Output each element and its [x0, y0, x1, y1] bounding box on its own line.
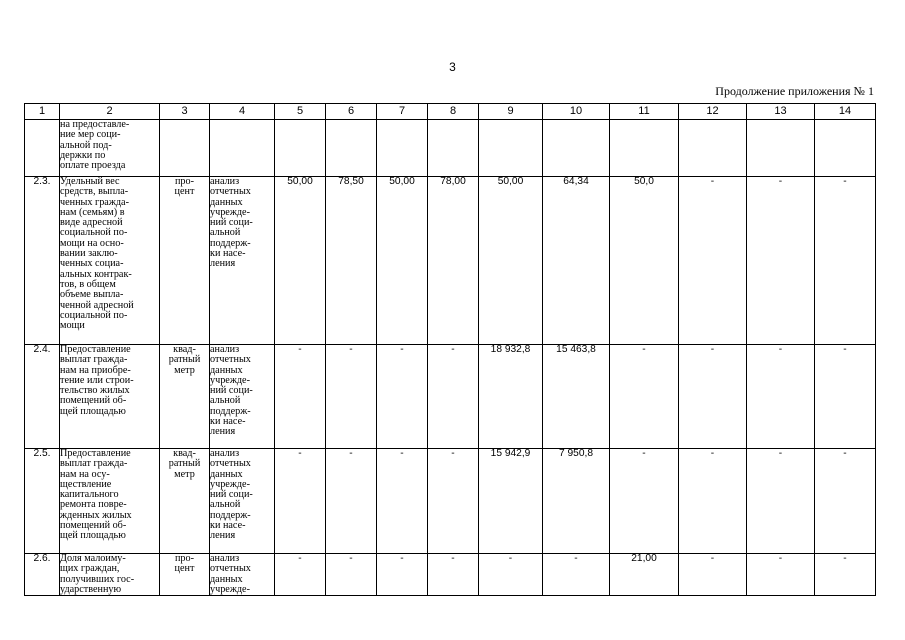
value-cell: - — [610, 345, 679, 449]
column-header: 4 — [210, 104, 275, 120]
value-cell: - — [377, 345, 428, 449]
value-cell: - — [815, 177, 876, 345]
row-number: 2.3. — [25, 177, 60, 345]
column-header: 3 — [160, 104, 210, 120]
value-cell: - — [679, 449, 747, 554]
table-body — [25, 120, 876, 596]
value-cell: - — [815, 554, 876, 596]
value-cell — [679, 120, 747, 177]
table-row — [25, 120, 876, 177]
value-cell: - — [747, 449, 815, 554]
column-header: 2 — [60, 104, 160, 120]
column-header: 6 — [326, 104, 377, 120]
value-cell: 50,0 — [610, 177, 679, 345]
data-source: анализ отчетных данных учрежде- ний соци- альной поддерж- ки насе- ления — [210, 449, 275, 554]
value-cell: - — [326, 345, 377, 449]
value-cell: - — [377, 449, 428, 554]
data-source: анализ отчетных данных учрежде- ний соци- альной поддерж- ки насе- ления — [210, 345, 275, 449]
continuation-label: Продолжение приложения № 1 — [715, 84, 874, 98]
data-source — [210, 120, 275, 177]
table-row — [25, 177, 876, 345]
column-header: 5 — [275, 104, 326, 120]
value-cell — [543, 120, 610, 177]
value-cell: - — [747, 177, 815, 345]
value-cell: 78,00 — [428, 177, 479, 345]
value-cell — [815, 120, 876, 177]
value-cell: - — [377, 554, 428, 596]
value-cell — [610, 120, 679, 177]
unit-of-measure: про- цент — [160, 554, 210, 596]
value-cell: - — [428, 449, 479, 554]
data-source: анализ отчетных данных учрежде- ний соци- альной поддерж- ки насе- ления — [210, 177, 275, 345]
value-cell: - — [326, 449, 377, 554]
column-header: 1 — [25, 104, 60, 120]
unit-of-measure: квад- ратный метр — [160, 449, 210, 554]
value-cell: - — [679, 177, 747, 345]
value-cell: - — [428, 345, 479, 449]
column-header: 12 — [679, 104, 747, 120]
value-cell: - — [275, 554, 326, 596]
value-cell: - — [275, 449, 326, 554]
value-cell — [479, 120, 543, 177]
table-row — [25, 345, 876, 449]
value-cell: - — [275, 345, 326, 449]
value-cell: - — [610, 449, 679, 554]
value-cell: 15 463,8 — [543, 345, 610, 449]
column-header: 8 — [428, 104, 479, 120]
column-header: 14 — [815, 104, 876, 120]
column-header: 9 — [479, 104, 543, 120]
value-cell: 50,00 — [377, 177, 428, 345]
column-header: 10 — [543, 104, 610, 120]
unit-of-measure: квад- ратный метр — [160, 345, 210, 449]
value-cell: - — [747, 345, 815, 449]
value-cell: 7 950,8 — [543, 449, 610, 554]
value-cell — [326, 120, 377, 177]
value-cell: 64,34 — [543, 177, 610, 345]
value-cell: - — [326, 554, 377, 596]
value-cell: 50,00 — [275, 177, 326, 345]
data-source: анализ отчетных данных учрежде- — [210, 554, 275, 596]
value-cell — [428, 120, 479, 177]
unit-of-measure: про- цент — [160, 177, 210, 345]
indicator-name: Предоставление выплат гражда- нам на приобре- тение или строи- тельство жилых помещений об- щей площадью — [60, 345, 160, 449]
indicators-table — [24, 103, 876, 596]
value-cell: 15 942,9 — [479, 449, 543, 554]
indicator-name: Удельный вес средств, выпла- ченных гражда- нам (семьям) в виде адресной социальной по- мощи на осно- вании заклю- ченных социа- альных контрак- тов, в общем объеме выпла- ченной адресной социальной по- мощи — [60, 177, 160, 345]
table-row — [25, 554, 876, 596]
indicator-name: на предоставле- ние мер соци- альной под- держки по оплате проезда — [60, 120, 160, 177]
value-cell: 78,50 — [326, 177, 377, 345]
header-row — [25, 104, 876, 120]
value-cell: - — [679, 345, 747, 449]
value-cell — [747, 120, 815, 177]
column-header: 11 — [610, 104, 679, 120]
indicator-name: Предоставление выплат гражда- нам на осу- ществление капитального ремонта повре- жденных жилых помещений об- щей площадью — [60, 449, 160, 554]
row-number: 2.6. — [25, 554, 60, 596]
page-number: 3 — [449, 60, 456, 74]
row-number: 2.4. — [25, 345, 60, 449]
row-number — [25, 120, 60, 177]
column-header: 13 — [747, 104, 815, 120]
value-cell: - — [543, 554, 610, 596]
value-cell: - — [679, 554, 747, 596]
row-number: 2.5. — [25, 449, 60, 554]
value-cell: - — [428, 554, 479, 596]
value-cell: 21,00 — [610, 554, 679, 596]
value-cell: 18 932,8 — [479, 345, 543, 449]
value-cell: - — [815, 449, 876, 554]
value-cell — [275, 120, 326, 177]
value-cell: - — [815, 345, 876, 449]
indicator-name: Доля малоиму- щих граждан, получивших гос- ударственную — [60, 554, 160, 596]
table-row — [25, 449, 876, 554]
value-cell: - — [479, 554, 543, 596]
unit-of-measure — [160, 120, 210, 177]
value-cell: 50,00 — [479, 177, 543, 345]
value-cell — [377, 120, 428, 177]
column-header: 7 — [377, 104, 428, 120]
value-cell: - — [747, 554, 815, 596]
